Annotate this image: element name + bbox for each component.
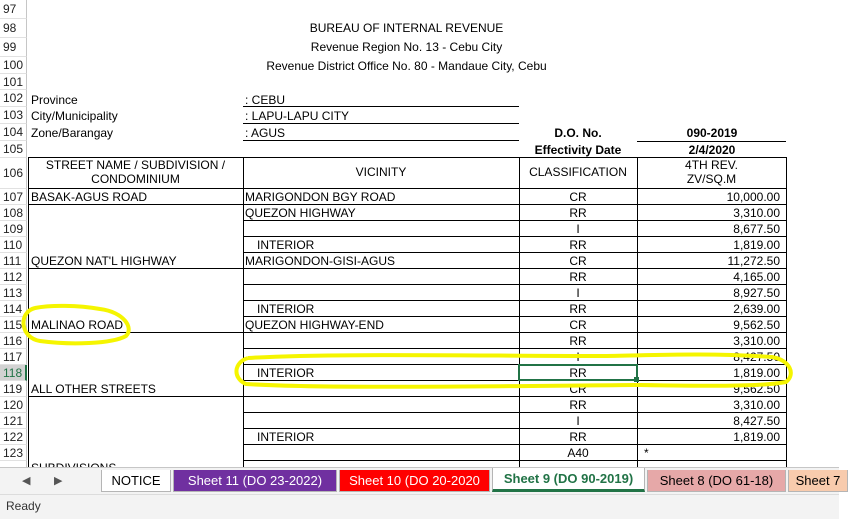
header-zv[interactable] [637,158,786,188]
cell-vicinity-109[interactable] [245,221,517,237]
border-street-row [28,396,243,397]
cell-vicinity-110[interactable]: INTERIOR [257,238,315,252]
cell-zv-108[interactable]: 3,310.00 [733,206,780,220]
border-header-top [28,157,786,158]
fill-handle[interactable] [634,377,639,382]
cell-street-107[interactable]: BASAK-AGUS ROAD [31,190,148,204]
header-zv-line1: 4TH REV. [685,158,738,172]
sheet-tab-item-1[interactable]: Sheet 11 (DO 23-2022) [173,470,337,492]
header-street-line1: STREET NAME / SUBDIVISION / [45,158,226,172]
border-row-line [243,220,786,221]
border-row-line [243,396,786,397]
row-header-118[interactable]: 118 [0,365,27,381]
cell-street-116[interactable] [31,333,241,349]
cell-vicinity-113[interactable] [245,285,517,301]
cell-zv-120[interactable]: 3,310.00 [733,398,780,412]
row-header-110[interactable]: 110 [0,237,27,253]
cell-vicinity-123[interactable] [245,445,517,461]
sheet-tab-item-5[interactable]: Sheet 7 [788,470,848,492]
cell-zv-122[interactable]: 1,819.00 [733,430,780,444]
cell-street-119[interactable]: ALL OTHER STREETS [31,382,156,396]
border-street-row [28,204,243,205]
effectivity-label[interactable]: Effectivity Date [534,143,622,157]
row-header-112[interactable]: 112 [0,269,27,285]
cell-street-110[interactable] [31,237,241,253]
cell-classification-123[interactable]: A40 [567,446,589,460]
row-header-102[interactable]: 102 [0,90,27,107]
header-vicinity[interactable]: VICINITY [355,165,407,179]
cell-classification-110[interactable]: RR [569,238,587,252]
row-header-109[interactable]: 109 [0,221,27,237]
sheet-tab-bar [0,467,839,494]
status-bar [0,494,839,519]
row-header-108[interactable]: 108 [0,205,27,221]
cell-classification-116[interactable]: RR [569,334,587,348]
row-header-116[interactable]: 116 [0,333,27,349]
cell-classification-108[interactable]: RR [569,206,587,220]
border-row-line [243,428,786,429]
cell-vicinity-120[interactable] [245,397,517,413]
row-header-106[interactable]: 106 [0,158,27,189]
sheet-tab-item-2[interactable]: Sheet 10 (DO 20-2020 [339,470,490,492]
row-header-99[interactable]: 99 [0,38,27,57]
cell-classification-121[interactable]: I [576,414,580,428]
row-header-120[interactable]: 120 [0,397,27,413]
border-col-classification [519,157,520,469]
row-header-111[interactable]: 111 [0,253,27,269]
cell-vicinity-117[interactable] [245,349,517,365]
border-row-line [243,300,786,301]
city-value[interactable]: : LAPU-LAPU CITY [245,109,350,123]
do-label[interactable]: D.O. No. [554,126,602,140]
border-row-line [243,236,786,237]
cell-zv-110[interactable]: 1,819.00 [733,238,780,252]
row-header-97[interactable]: 97 [0,0,27,19]
cell-classification-113[interactable]: I [576,286,580,300]
cell-classification-122[interactable]: RR [569,430,587,444]
selected-cell-outline[interactable] [518,364,638,381]
row-header-103[interactable]: 103 [0,107,27,124]
city-underline [243,123,519,124]
cell-classification-115[interactable]: CR [569,318,587,332]
cell-zv-107[interactable]: 10,000.00 [726,190,780,204]
header-classification[interactable]: CLASSIFICATION [529,165,627,179]
row-header-123[interactable]: 123 [0,445,27,461]
cell-vicinity-122[interactable]: INTERIOR [257,430,315,444]
row-header-113[interactable]: 113 [0,285,27,301]
row-header-115[interactable]: 115 [0,317,27,333]
province-underline [243,106,519,107]
cell-zv-111[interactable]: 11,272.50 [727,254,780,268]
header-zv-line2: ZV/SQ.M [686,172,737,186]
cell-classification-109[interactable]: I [576,222,580,236]
sheet-tab-item-3[interactable]: Sheet 9 (DO 90-2019) [492,468,645,492]
border-row-line [243,268,786,269]
cell-classification-119[interactable]: CR [569,382,587,396]
cell-vicinity-115[interactable]: QUEZON HIGHWAY-END [245,318,384,332]
cell-vicinity-112[interactable] [245,269,517,285]
border-col-left [28,157,29,469]
row-header-122[interactable]: 122 [0,429,27,445]
cell-street-109[interactable] [31,221,241,237]
cell-classification-107[interactable]: CR [569,190,587,204]
row-header-104[interactable]: 104 [0,124,27,141]
border-row-line [243,460,786,461]
cell-street-115[interactable]: MALINAO ROAD [31,318,124,332]
border-row-line [243,332,786,333]
cell-vicinity-119[interactable] [245,381,517,397]
cell-zv-114[interactable]: 2,639.00 [733,302,780,316]
border-row-line [243,284,786,285]
border-col-zv [637,157,638,469]
tab-scroll-right-icon[interactable]: ▶ [54,475,63,487]
border-row-line [243,380,786,381]
header-street-line2: CONDOMINIUM [91,172,180,186]
border-row-line [243,252,786,253]
cell-zv-118[interactable]: 1,819.00 [733,366,780,380]
sheet-tab-item-4[interactable]: Sheet 8 (DO 61-18) [647,470,786,492]
tab-scroll-left-icon[interactable]: ◀ [22,475,31,487]
cell-classification-114[interactable]: RR [569,302,587,316]
border-header-bottom [28,188,786,189]
header-street[interactable] [28,158,243,188]
cell-zv-121[interactable]: 8,427.50 [733,414,780,428]
cell-zv-116[interactable]: 3,310.00 [733,334,780,348]
effectivity-value[interactable]: 2/4/2020 [688,143,736,157]
cell-classification-120[interactable]: RR [569,398,587,412]
row-header-117[interactable]: 117 [0,349,27,365]
border-row-line [243,348,786,349]
border-col-right [786,157,787,469]
cell-vicinity-107[interactable]: MARIGONDON BGY ROAD [245,190,396,204]
row-header-101[interactable]: 101 [0,74,27,90]
row-header-114[interactable]: 114 [0,301,27,317]
cell-street-113[interactable] [31,285,241,301]
row-header-98[interactable]: 98 [0,19,27,38]
status-ready: Ready [6,499,41,513]
cell-vicinity-121[interactable] [245,413,517,429]
sheet-tab-notice[interactable]: NOTICE [101,470,171,492]
cell-classification-117[interactable]: I [576,350,580,364]
cell-street-108[interactable] [31,205,241,221]
cell-street-123[interactable] [31,445,241,461]
do-underline [637,141,786,142]
cell-classification-112[interactable]: RR [569,270,587,284]
title-district[interactable]: Revenue District Office No. 80 - Mandaue City, Cebu [266,59,547,73]
row-header-100[interactable]: 100 [0,57,27,74]
province-label[interactable]: Province [31,93,78,107]
province-value[interactable]: : CEBU [245,93,286,107]
row-header-119[interactable]: 119 [0,381,27,397]
border-street-row [28,268,243,269]
zone-value[interactable]: : AGUS [245,126,286,140]
border-row-line [243,204,786,205]
cell-vicinity-111[interactable]: MARIGONDON-GISI-AGUS [245,254,396,268]
border-row-line [243,444,786,445]
zone-label[interactable]: Zone/Barangay [31,126,114,140]
border-street-row [28,332,243,333]
cell-street-117[interactable] [31,349,241,365]
cell-street-118[interactable] [31,365,241,381]
cell-vicinity-108[interactable]: QUEZON HIGHWAY [245,206,356,220]
cell-zv-123[interactable]: * [644,446,649,460]
cell-street-112[interactable] [31,269,241,285]
cell-zv-109[interactable]: 8,677.50 [733,222,780,236]
cell-classification-111[interactable]: CR [569,254,587,268]
title-region[interactable]: Revenue Region No. 13 - Cebu City [310,40,503,54]
cell-vicinity-114[interactable]: INTERIOR [257,302,315,316]
city-label[interactable]: City/Municipality [31,109,118,123]
cell-zv-119[interactable]: 9,562.50 [733,382,780,396]
cell-zv-112[interactable]: 4,165.00 [733,270,780,284]
border-col-vicinity [243,157,244,469]
do-value[interactable]: 090-2019 [686,126,738,140]
cell-vicinity-118[interactable]: INTERIOR [257,366,315,380]
row-header-105[interactable]: 105 [0,141,27,158]
row-header-121[interactable]: 121 [0,413,27,429]
cell-zv-115[interactable]: 9,562.50 [733,318,780,332]
cell-street-122[interactable] [31,429,241,445]
cell-street-111[interactable]: QUEZON NAT'L HIGHWAY [31,254,177,268]
cell-classification-118[interactable]: RR [569,366,587,380]
cell-street-120[interactable] [31,397,241,413]
row-header-107[interactable]: 107 [0,189,27,205]
border-row-line [243,412,786,413]
cell-zv-117[interactable]: 8,427.50 [733,350,780,364]
cell-street-121[interactable] [31,413,241,429]
cell-street-114[interactable] [31,301,241,317]
zone-underline [243,140,519,141]
border-row-line [243,316,786,317]
border-row-line [243,364,786,365]
title-bir[interactable]: BUREAU OF INTERNAL REVENUE [309,21,504,35]
cell-zv-113[interactable]: 8,927.50 [733,286,780,300]
cell-vicinity-116[interactable] [245,333,517,349]
